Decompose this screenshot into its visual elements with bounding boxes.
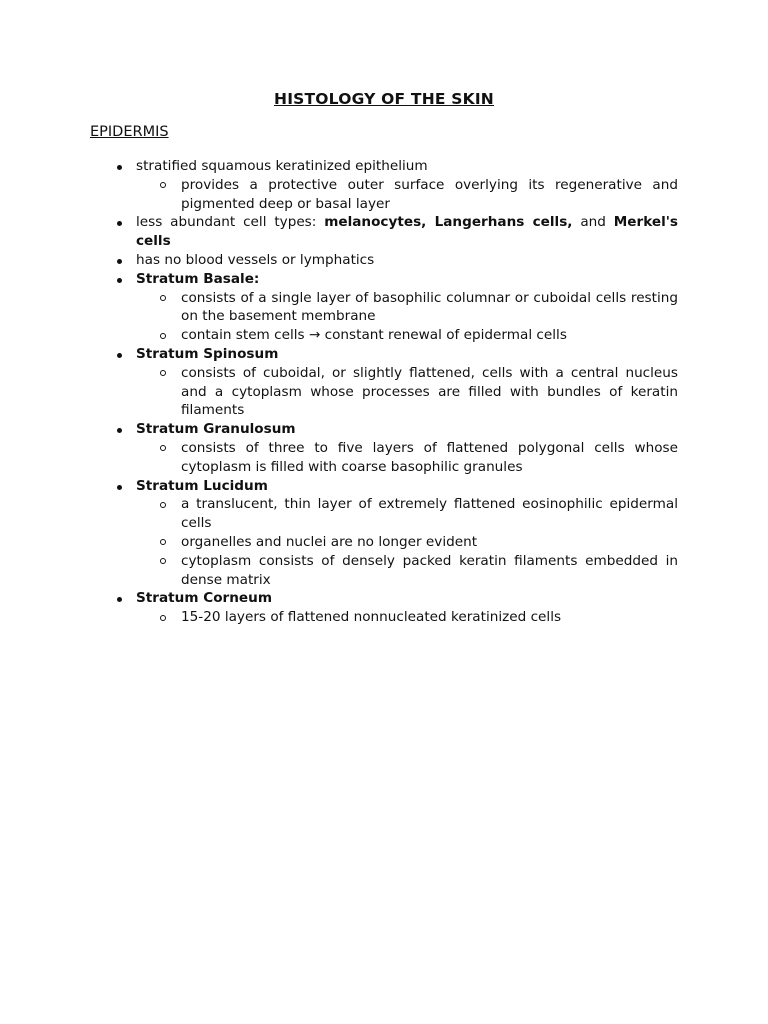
sub-list-item <box>90 552 678 590</box>
stratum-heading: Stratum Granulosum <box>136 421 296 438</box>
sub-list-item <box>90 608 678 627</box>
sub-list-item <box>90 289 678 327</box>
stratum-heading: Stratum Corneum <box>136 590 272 607</box>
item-text: stratified squamous keratinized epithelium <box>136 158 428 174</box>
sub-list-item <box>90 364 678 420</box>
bullet-icon <box>117 485 122 490</box>
section-heading: EPIDERMIS <box>90 124 169 140</box>
document-title: HISTOLOGY OF THE SKIN <box>274 90 494 108</box>
sub-list-item <box>90 326 678 345</box>
sub-item-text: cytoplasm consists of densely packed keratin filaments embedded in dense matrix <box>181 552 678 588</box>
bullet-list <box>90 157 678 627</box>
sub-item-text: a translucent, thin layer of extremely flattened eosinophilic epidermal cells <box>181 496 678 532</box>
list-item <box>90 213 678 251</box>
item-text-prefix: less abundant cell types: <box>136 214 325 231</box>
sub-item-text: consists of a single layer of basophilic columnar or cuboidal cells resting on the basement membrane <box>181 289 678 325</box>
bullet-icon <box>117 259 122 264</box>
stratum-heading: Stratum Basale: <box>136 270 260 287</box>
stratum-heading: Stratum Spinosum <box>136 345 279 362</box>
hollow-bullet-icon <box>160 445 166 451</box>
list-item <box>90 345 678 364</box>
hollow-bullet-icon <box>160 558 166 564</box>
list-item <box>90 270 678 289</box>
list-item <box>90 157 678 176</box>
list-item <box>90 589 678 608</box>
hollow-bullet-icon <box>160 502 166 508</box>
item-text: has no blood vessels or lymphatics <box>136 251 375 268</box>
list-item <box>90 420 678 439</box>
hollow-bullet-icon <box>160 539 166 545</box>
item-text-middle: and <box>572 214 614 231</box>
hollow-bullet-icon <box>160 333 166 339</box>
hollow-bullet-icon <box>160 295 166 301</box>
sub-list-item <box>90 533 678 552</box>
sub-list-item <box>90 439 678 477</box>
sub-list-item <box>90 495 678 533</box>
sub-list-item <box>90 176 678 214</box>
list-item <box>90 251 678 270</box>
stratum-heading: Stratum Lucidum <box>136 477 268 494</box>
item-bold-text: Merkel's cells <box>136 214 679 250</box>
bullet-icon <box>117 597 122 602</box>
hollow-bullet-icon <box>160 370 166 376</box>
bullet-icon <box>117 221 122 226</box>
bullet-icon <box>117 278 122 283</box>
bullet-icon <box>117 428 122 433</box>
item-bold-text: melanocytes, Langerhans cells, <box>324 214 573 231</box>
sub-item-text: provides a protective outer surface overlying its regenerative and pigmented deep or basal layer <box>181 176 678 212</box>
bullet-icon <box>117 165 122 170</box>
sub-item-text: 15-20 layers of flattened nonnucleated keratinized cells <box>181 609 562 626</box>
bullet-icon <box>117 353 122 358</box>
list-item <box>90 477 678 496</box>
sub-item-text: consists of cuboidal, or slightly flattened, cells with a central nucleus and a cytoplasm whose processes are filled with bundles of keratin filaments <box>181 364 678 419</box>
hollow-bullet-icon <box>160 182 166 188</box>
sub-item-text: consists of three to five layers of flattened polygonal cells whose cytoplasm is filled with coarse basophilic granules <box>181 439 678 475</box>
hollow-bullet-icon <box>160 615 166 621</box>
sub-item-text: organelles and nuclei are no longer evident <box>181 533 478 550</box>
sub-item-text: contain stem cells → constant renewal of epidermal cells <box>181 327 567 344</box>
